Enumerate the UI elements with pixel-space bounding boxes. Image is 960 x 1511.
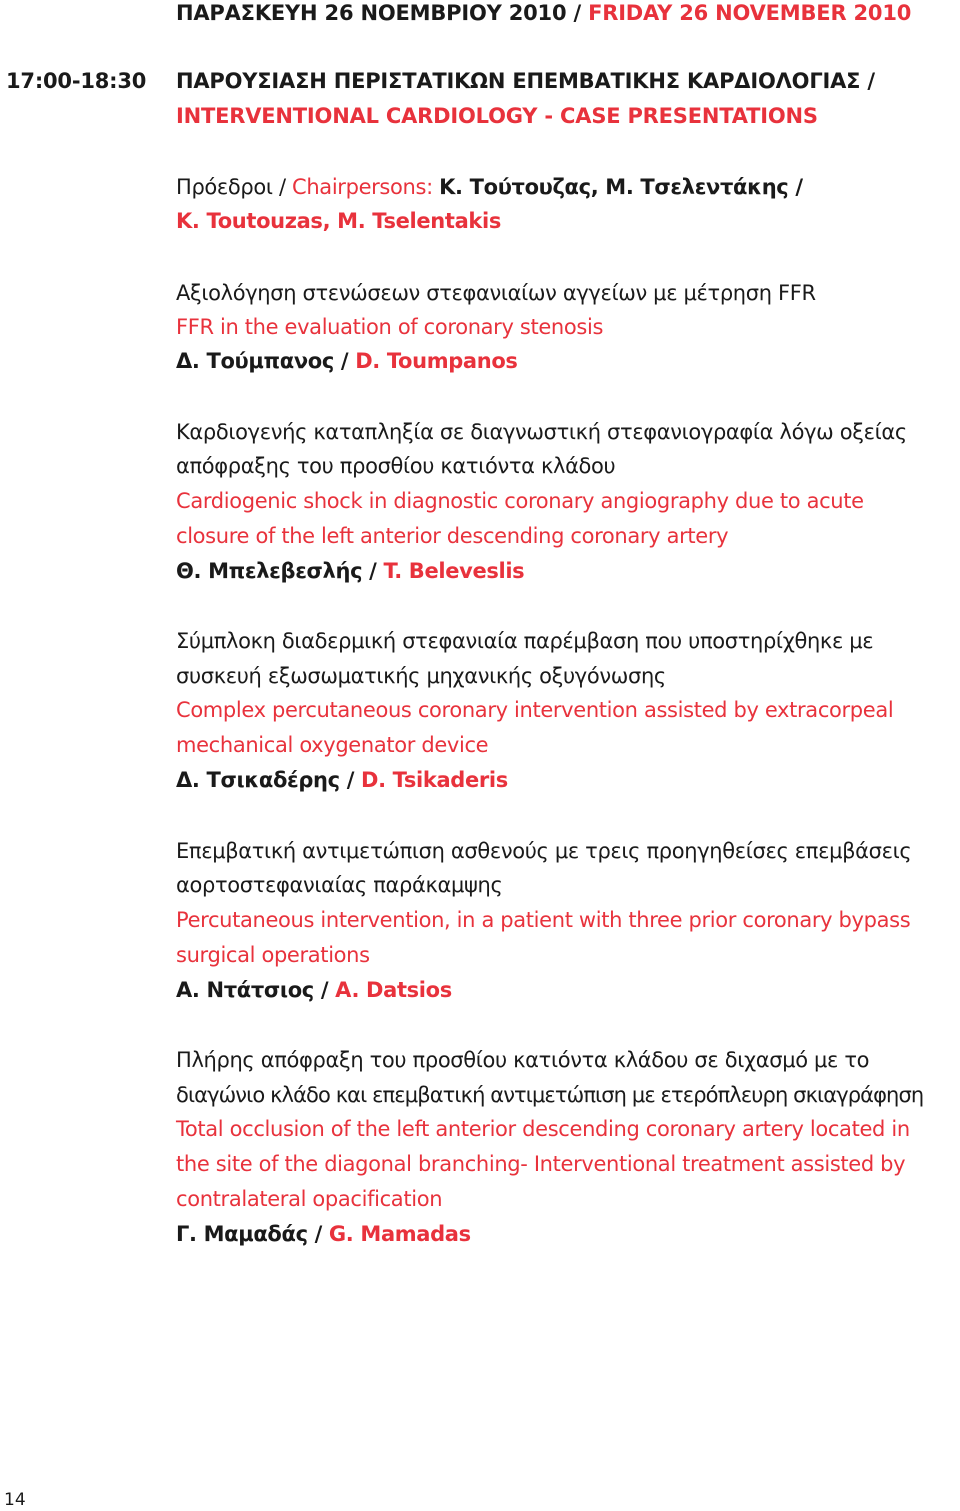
day-heading-greek: ΠΑΡΑΣΚΕΥΗ 26 ΝΟΕΜΒΡΙΟΥ 2010 / — [176, 1, 581, 25]
talk-1-speaker — [176, 348, 518, 374]
talk-5-title-greek-line-2: διαγώνιο κλάδο και επεμβατική αντιμετώπιση με ετερόπλευρη σκιαγράφηση — [176, 1083, 924, 1107]
talk-5-title-english-line-2: the site of the diagonal branching- Interventional treatment assisted by — [176, 1152, 906, 1176]
talk-3-title-english-line-1: Complex percutaneous coronary intervention assisted by extracorpeal — [176, 698, 894, 722]
session-title-english: INTERVENTIONAL CARDIOLOGY - CASE PRESENTATIONS — [176, 104, 818, 128]
talk-2-speaker — [176, 558, 524, 584]
day-heading-english: FRIDAY 26 NOVEMBER 2010 — [588, 1, 912, 25]
talk-3-speaker — [176, 767, 508, 793]
talk-4-title-english-line-1: Percutaneous intervention, in a patient with three prior coronary bypass — [176, 908, 911, 932]
talk-1-speaker-english: D. Toumpanos — [355, 349, 518, 373]
talk-3-title-english-line-2: mechanical oxygenator device — [176, 733, 489, 757]
talk-2-title-english-line-1: Cardiogenic shock in diagnostic coronary angiography due to acute — [176, 489, 864, 513]
talk-3-title-greek-line-1: Σύμπλοκη διαδερμική στεφανιαία παρέμβαση που υποστηρίχθηκε με — [176, 629, 874, 653]
talk-1-speaker-greek: Δ. Τούμπανος / — [176, 349, 356, 373]
talk-5-speaker — [176, 1221, 471, 1247]
talk-3-speaker-greek: Δ. Τσικαδέρης / — [176, 768, 361, 792]
talk-2-title-english-line-2: closure of the left anterior descending coronary artery — [176, 524, 729, 548]
chairpersons-names-english: K. Toutouzas, M. Tselentakis — [176, 209, 502, 233]
chairpersons-label-english: Chairpersons: — [292, 175, 440, 199]
talk-4-speaker-greek: Α. Ντάτσιος / — [176, 978, 336, 1002]
chairpersons-names-greek: Κ. Τούτουζας, Μ. Τσελεντάκης / — [439, 175, 803, 199]
talk-4-speaker-english: A. Datsios — [335, 978, 452, 1002]
talk-3-speaker-english: D. Tsikaderis — [361, 768, 508, 792]
talk-4-title-greek-line-2: αορτοστεφανιαίας παράκαμψης — [176, 873, 503, 897]
talk-3-title-greek-line-2: συσκευή εξωσωματικής μηχανικής οξυγόνωσης — [176, 664, 666, 688]
chairpersons-line — [176, 174, 803, 200]
talk-5-speaker-english: G. Mamadas — [328, 1222, 471, 1246]
day-heading — [176, 0, 911, 26]
talk-5-title-greek-line-1: Πλήρης απόφραξη του προσθίου κατιόντα κλάδου σε διχασμό με το — [176, 1048, 870, 1072]
session-time: 17:00-18:30 — [6, 69, 147, 93]
talk-5-title-english-line-1: Total occlusion of the left anterior descending coronary artery located in — [176, 1117, 910, 1141]
session-title-greek: ΠΑΡΟΥΣΙΑΣΗ ΠΕΡΙΣΤΑΤΙΚΩΝ ΕΠΕΜΒΑΤΙΚΗΣ ΚΑΡΔΙΟΛΟΓΙΑΣ / — [176, 69, 875, 93]
talk-4-title-greek-line-1: Επεμβατική αντιμετώπιση ασθενούς με τρεις προηγηθείσες επεμβάσεις — [176, 839, 912, 863]
talk-1-title-english: FFR in the evaluation of coronary stenosis — [176, 315, 604, 339]
talk-2-speaker-greek: Θ. Μπελεβεσλής / — [176, 559, 384, 583]
talk-2-speaker-english: T. Beleveslis — [383, 559, 525, 583]
talk-5-title-english-line-3: contralateral opacification — [176, 1187, 443, 1211]
talk-2-title-greek-line-1: Καρδιογενής καταπληξία σε διαγνωστική στεφανιογραφία λόγω οξείας — [176, 420, 907, 444]
talk-2-title-greek-line-2: απόφραξης του προσθίου κατιόντα κλάδου — [176, 454, 616, 478]
talk-5-speaker-greek: Γ. Μαμαδάς / — [176, 1222, 329, 1246]
talk-1-title-greek: Αξιολόγηση στενώσεων στεφανιαίων αγγείων με μέτρηση FFR — [176, 281, 816, 305]
page-number: 14 — [4, 1490, 26, 1510]
talk-4-title-english-line-2: surgical operations — [176, 943, 370, 967]
talk-4-speaker — [176, 977, 452, 1003]
chairpersons-label-greek: Πρόεδροι / — [176, 175, 293, 199]
